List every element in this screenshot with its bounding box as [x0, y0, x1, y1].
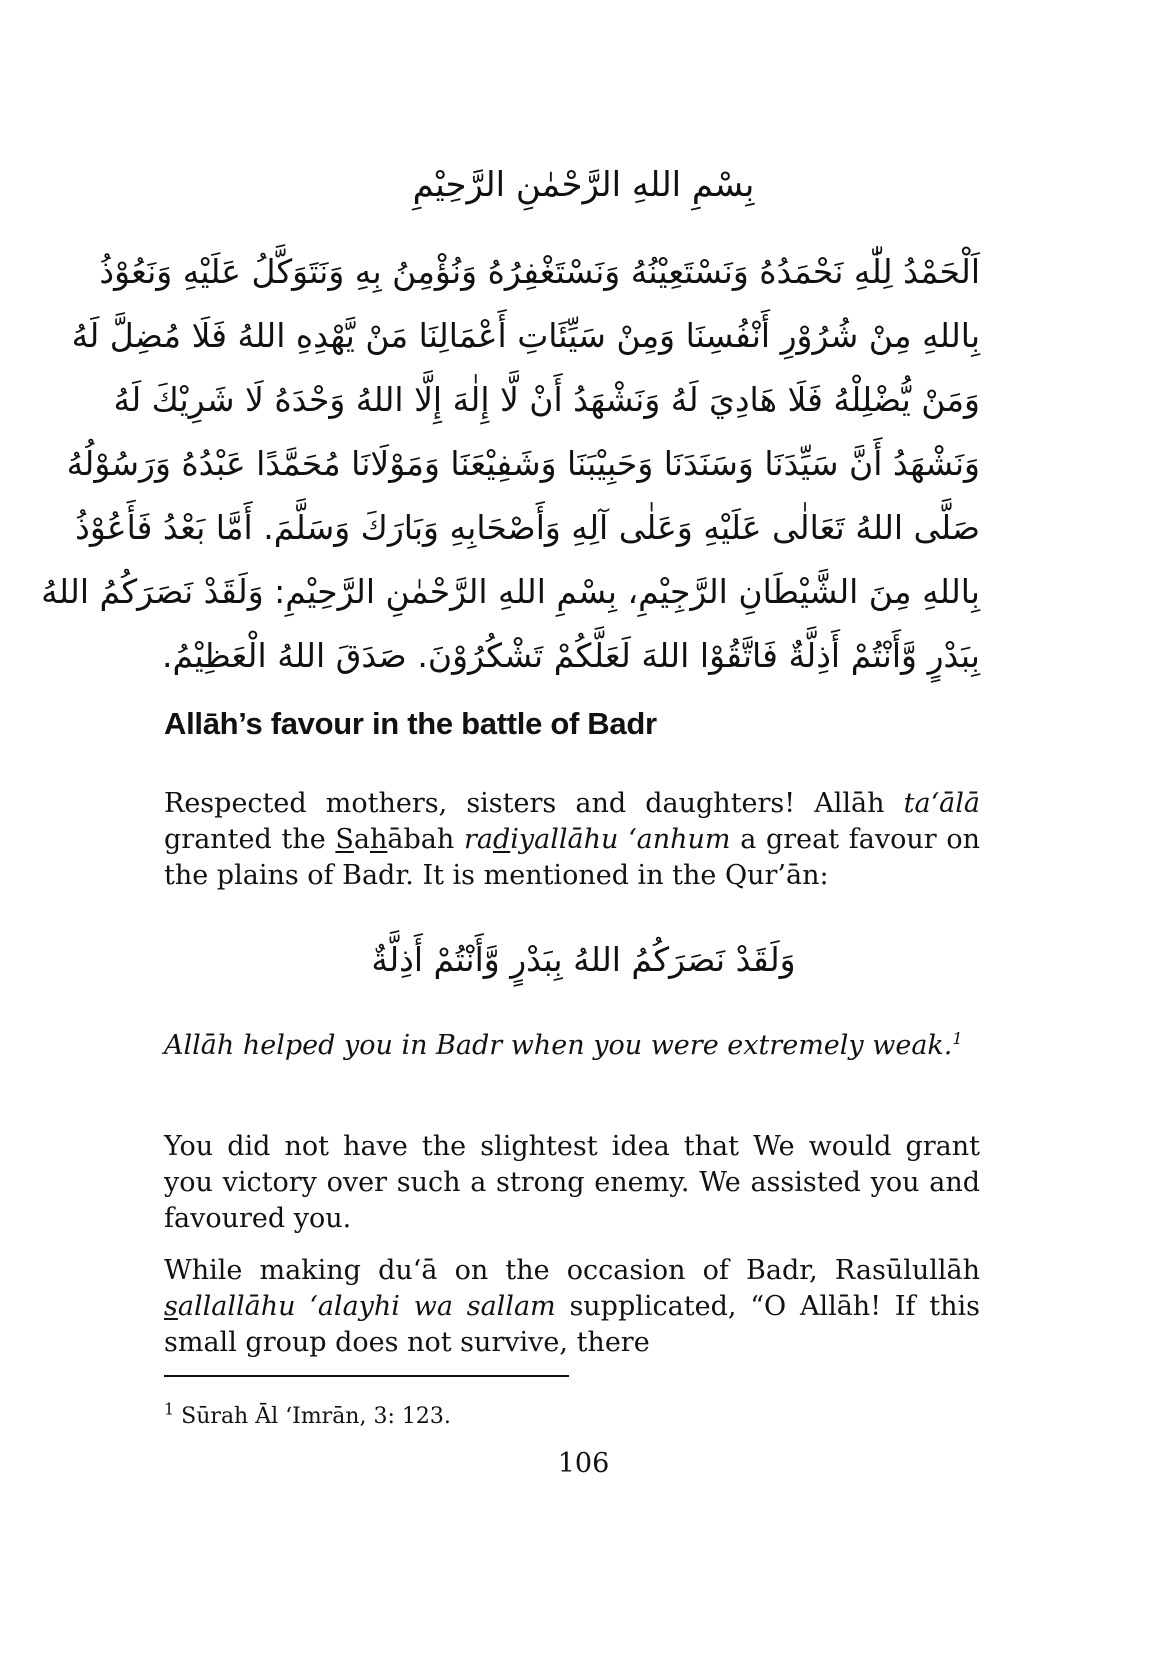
italic-run	[464, 824, 731, 855]
text-run: While making du‘ā on the occasion of Badr, Rasūlullāh	[164, 1255, 980, 1286]
italic-run	[164, 1291, 556, 1322]
verse-translation	[164, 1028, 980, 1064]
italic-text: iyallāhu ‘anhum	[510, 824, 731, 855]
italic-run: ta‘ālā	[903, 788, 980, 819]
italic-text: ra	[463, 824, 493, 855]
khutbah-line: اَلْحَمْدُ لِلّٰهِ نَحْمَدُهُ وَنَسْتَعِيْنُهُ وَنَسْتَغْفِرُهُ وَنُؤْمِنُ بِهِ وَنَتَوَكَّلُ عَلَيْهِ وَنَعُوْذُ	[99, 252, 980, 291]
bismillah-heading: بِسْمِ اللهِ الرَّحْمٰنِ الرَّحِيْمِ	[412, 165, 755, 205]
footnote-number: 1	[164, 1399, 175, 1419]
text-run: granted the	[164, 824, 336, 855]
intro-paragraph	[164, 786, 980, 894]
khutbah-line: وَنَشْهَدُ أَنَّ سَيِّدَنَا وَسَنَدَنَا وَحَبِيْبَنَا وَشَفِيْعَنَا وَمَوْلَانَا مُحَمَّدًا عَبْدُهُ وَرَسُوْلُهُ	[66, 444, 980, 483]
quran-verse: وَلَقَدْ نَصَرَكُمُ اللهُ بِبَدْرٍ وَّأَنْتُمْ أَذِلَّةٌ	[371, 940, 796, 979]
footnote-text: Sūrah Āl ‘Imrān, 3: 123.	[174, 1404, 451, 1429]
body-paragraph: You did not have the slightest idea that We would grant you victory over such a strong enemy. We assisted you and favoured you.	[164, 1131, 980, 1234]
khutbah-line: بِبَدْرٍ وَّأَنْتُمْ أَذِلَّةٌ فَاتَّقُوْا اللهَ لَعَلَّكُمْ تَشْكُرُوْنَ. صَدَقَ اللهُ الْعَظِيْمُ.	[162, 636, 980, 675]
underlined-letter: h	[369, 824, 388, 855]
body-paragraph	[164, 1253, 980, 1361]
text-run: a	[353, 824, 370, 855]
section-heading: Allāh’s favour in the battle of Badr	[164, 706, 657, 741]
text-run: Respected mothers, sisters and daughters! Allāh	[164, 788, 904, 819]
footnote-reference: 1	[952, 1029, 963, 1048]
page-number: 106	[557, 1448, 610, 1479]
text-run: supplicated, “O Allāh! If this small group does not survive, there	[164, 1291, 981, 1358]
khutbah-line: وَمَنْ يُّضْلِلْهُ فَلَا هَادِيَ لَهُ وَنَشْهَدُ أَنْ لَّا إِلٰهَ إِلَّا اللهُ وَحْدَهُ لَا شَرِيْكَ لَهُ	[113, 380, 980, 419]
text-run: a great favour on the plains of Badr. It is mentioned in the Qur’ān:	[164, 824, 980, 891]
text-run: ābah	[387, 824, 464, 855]
underlined-letter: S	[335, 824, 354, 855]
footnote-divider	[164, 1375, 569, 1377]
khutbah-line: بِاللهِ مِنَ الشَّيْطَانِ الرَّجِيْمِ، بِسْمِ اللهِ الرَّحْمٰنِ الرَّحِيْمِ: وَلَقَدْ نَصَرَكُمُ اللهُ	[41, 572, 980, 611]
italic-text: allallāhu ‘alayhi wa sallam	[177, 1291, 556, 1322]
khutbah-line: صَلَّى اللهُ تَعَالٰى عَلَيْهِ وَعَلٰى آلِهِ وَأَصْحَابِهِ وَبَارَكَ وَسَلَّمَ. أَمَّا بَعْدُ فَأَعُوْذُ	[75, 508, 980, 547]
khutbah-arabic-text	[41, 240, 980, 688]
khutbah-line: بِاللهِ مِنْ شُرُوْرِ أَنْفُسِنَا وَمِنْ سَيِّئَاتِ أَعْمَالِنَا مَنْ يَّهْدِهِ اللهُ فَلَا مُضِلَّ لَهُ	[71, 316, 980, 355]
translation-text: Allāh helped you in Badr when you were extremely weak.	[164, 1030, 953, 1061]
footnote	[164, 1399, 451, 1429]
underlined-letter: d	[492, 824, 511, 855]
underlined-letter: s	[164, 1291, 178, 1322]
